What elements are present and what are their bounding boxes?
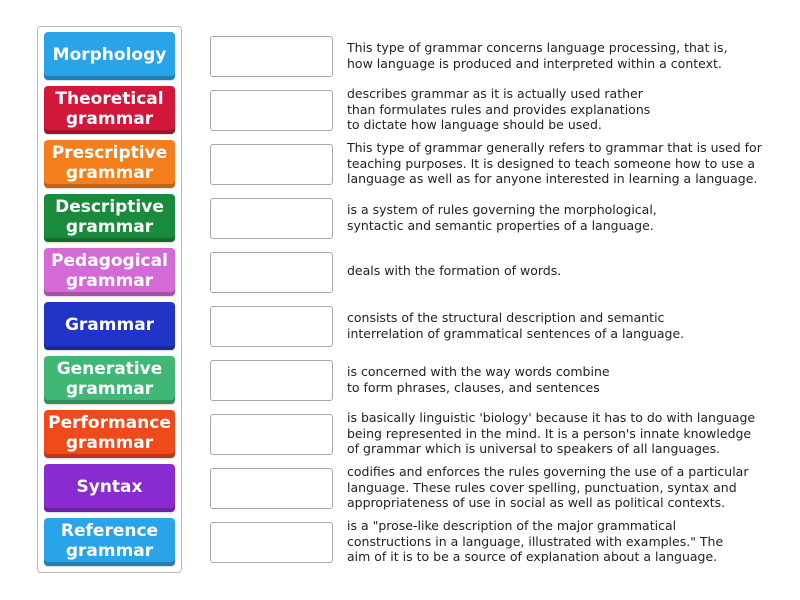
tile-pedagogical-grammar[interactable]: Pedagogical grammar [44, 248, 175, 296]
tile-grammar[interactable]: Grammar [44, 302, 175, 350]
tile-theoretical-grammar[interactable]: Theoretical grammar [44, 86, 175, 134]
definition-4: is a system of rules governing the morphological, syntactic and semantic properties of a language. [347, 202, 657, 233]
tile-performance-grammar[interactable]: Performance grammar [44, 410, 175, 458]
drop-slot-8[interactable] [210, 414, 333, 455]
definition-3: This type of grammar generally refers to grammar that is used for teaching purposes. It is designed to teach someone how to use a language as well as for anyone interested in learning a language. [347, 140, 762, 186]
drop-slot-6[interactable] [210, 306, 333, 347]
drop-slot-1[interactable] [210, 36, 333, 77]
drop-slot-5[interactable] [210, 252, 333, 293]
tile-descriptive-grammar[interactable]: Descriptive grammar [44, 194, 175, 242]
definition-10: is a "prose-like description of the major grammatical constructions in a language, illustrated with examples." The aim of it is to be a source of explanation about a language. [347, 518, 724, 564]
tile-generative-grammar[interactable]: Generative grammar [44, 356, 175, 404]
definition-9: codifies and enforces the rules governing the use of a particular language. These rules cover spelling, punctuation, syntax and appropriateness of use in social as well as political contexts. [347, 464, 749, 510]
drop-slot-4[interactable] [210, 198, 333, 239]
definition-7: is concerned with the way words combine to form phrases, clauses, and sentences [347, 364, 610, 395]
definition-6: consists of the structural description and semantic interrelation of grammatical sentences of a language. [347, 310, 685, 341]
tile-prescriptive-grammar[interactable]: Prescriptive grammar [44, 140, 175, 188]
definition-8: is basically linguistic 'biology' because it has to do with language being represented in the mind. It is a person's innate knowledge of grammar which is universal to speakers of all languages. [347, 410, 756, 456]
definition-1: This type of grammar concerns language processing, that is, how language is produced and interpreted within a context. [347, 40, 728, 71]
drop-slot-10[interactable] [210, 522, 333, 563]
definition-5: deals with the formation of words. [347, 263, 562, 278]
drop-slot-3[interactable] [210, 144, 333, 185]
drop-slot-9[interactable] [210, 468, 333, 509]
tile-morphology[interactable]: Morphology [44, 32, 175, 80]
drop-slot-2[interactable] [210, 90, 333, 131]
definition-2: describes grammar as it is actually used rather than formulates rules and provides explanations to dictate how language should be used. [347, 86, 651, 132]
tile-reference-grammar[interactable]: Reference grammar [44, 518, 175, 566]
tile-syntax[interactable]: Syntax [44, 464, 175, 512]
drop-slot-7[interactable] [210, 360, 333, 401]
